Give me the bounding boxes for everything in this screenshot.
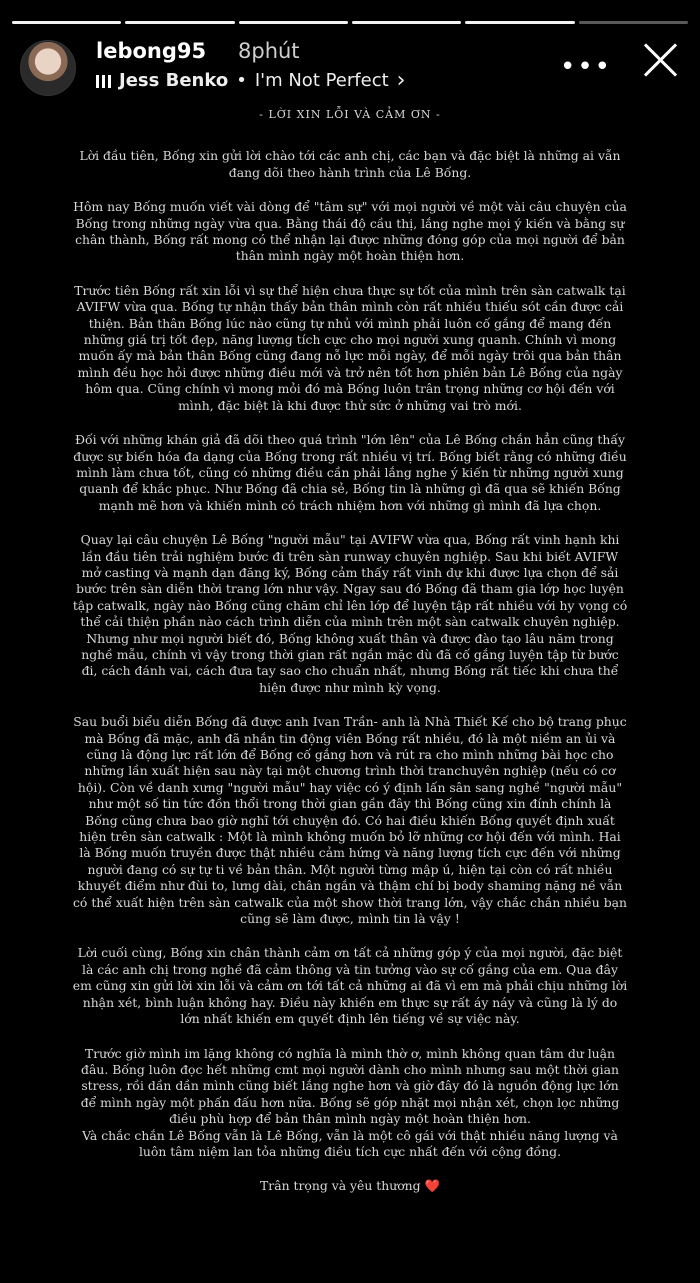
music-separator: • <box>236 70 247 91</box>
progress-segment <box>125 21 234 24</box>
letter-closing <box>72 1178 628 1194</box>
letter-paragraph: Đối với những khán giả đã dõi theo quá trình "lớn lên" của Lê Bống chắn hẳn cũng thấy được sự biến hóa đa dạng của Bống trong rất nhiều vị trí. Bống biết rằng có những điều mình làm chưa tốt, cũng có những điều cần phải lắng nghe ý kiến từ những người xung quanh để khắc phục. Như Bống đã chia sẻ, Bống tin là những gì đã qua sẽ khiến Bống mạnh mẽ hơn và khiến mình có trách nhiệm hơn với những gì mình đã lựa chọn. <box>73 432 627 513</box>
progress-segment <box>239 21 348 24</box>
music-artist: Jess Benko <box>119 70 229 91</box>
letter-title: - LỜI XIN LỖI VÀ CẢM ƠN - <box>259 108 441 121</box>
heart-icon: ❤️ <box>424 1178 440 1194</box>
progress-segment <box>465 21 574 24</box>
closing-text: Trân trọng và yêu thương <box>260 1178 421 1194</box>
letter-paragraph: Sau buổi biểu diễn Bống đã được anh Ivan Trần- anh là Nhà Thiết Kế cho bộ trang phục mà Bống đã mặc, anh đã nhắn tin động viên Bống rất nhiều, đó là một niềm an ủi và cũng là động lực rất lớn để Bống cố gắng hơn và rút ra cho mình những bài học cho những lần xuất hiện sau này tại một chương trình thời tranchuyên nghiệp (nếu có cơ hội). Còn về danh xưng "người mẫu" hay việc có ý định lấn sân sang nghề "người mẫu" như một số tin tức đồn thổi trong thời gian gần đây thì Bống cũng xin đính chính là Bống cũng chưa bao giờ nghĩ tới chuyện đó. Có hai điều khiến Bống quyết định xuất hiện trên sàn catwalk : Một là mình không muốn bỏ lỡ những cơ hội đến với mình. Hai là Bống muốn truyền được thật nhiều cảm hứng và năng lượng tích cực đến với những người đang có sự tự ti về bản thân. Một người từng mập ú, hiện tại còn có rất nhiều khuyết điểm như đùi to, lưng dài, chân ngắn và thậm chí bị body shaming nặng nề vẫn có thể xuất hiện trên sàn catwalk của một show thời trang lớn, vậy chắc chắn nhiều bạn cũng sẽ làm được, mình tin là vậy ! <box>72 714 627 927</box>
letter-paragraph: Lời đầu tiên, Bống xin gửi lời chào tới các anh chị, các bạn và đặc biệt là những ai vẫn đang dõi theo hành trình của Lê Bống. <box>79 148 621 180</box>
letter-paragraph: Quay lại câu chuyện Lê Bống "người mẫu" tại AVIFW vừa qua, Bống rất vinh hạnh khi lần đầu tiên trải nghiệm bước đi trên sàn runway chuyên nghiệp. Sau khi biết AVIFW mở casting và mạnh dạn đăng ký, Bống cảm thấy rất vinh dự khi được lựa chọn để sải bước trên sàn diễn thời trang lớn như vậy. Ngay sau đó Bống đã tham gia lớp học luyện tập catwalk, ngày nào Bống cũng chăm chỉ lên lớp để luyện tập rất nhiều với hy vọng có thể cải thiện phần nào cách trình diễn của mình trên một sàn catwalk chuyên nghiệp. Nhưng như mọi người biết đó, Bống không xuất thân và được đào tạo lâu năm trong nghề mẫu, chính vì vậy trong thời gian rất ngắn mặc dù đã cố gắng luyện tập từ bước đi, cách đánh vai, cách đưa tay sao cho chuẩn nhất, nhưng Bống rất tiếc khi chưa thể hiện được như mình kỳ vọng. <box>72 532 628 695</box>
story-letter-image <box>72 107 628 1213</box>
more-icon[interactable]: ••• <box>559 52 612 82</box>
progress-segment <box>12 21 121 24</box>
letter-paragraph: Hôm nay Bống muốn viết vài dòng để "tâm sự" với mọi người về một vài câu chuyện của Bống trong những ngày vừa qua. Bằng thái độ cầu thị, lắng nghe mọi ý kiến và bằng sự chân thành, Bống rất mong có thể nhận lại được những đóng góp của mọi người để bản thân mình ngày một hoàn thiện hơn. <box>73 199 627 264</box>
letter-paragraph: Lời cuối cùng, Bống xin chân thành cảm ơn tất cả những góp ý của mọi người, đặc biệt là các anh chị trong nghề đã cảm thông và tin tưởng vào sự cố gắng của em. Qua đây em cũng xin gửi lời xin lỗi và cảm ơn tới tất cả những ai đã vì em mà phải chịu những lời nhận xét, bình luận không hay. Điều này khiến em thực sự rất áy náy và cũng là lý do lớn nhất khiến em quyết định lên tiếng về sự việc này. <box>72 945 628 1027</box>
letter-paragraph: Trước tiên Bống rất xin lỗi vì sự thể hiện chưa thực sự tốt của mình trên sàn catwalk tại AVIFW vừa qua. Bống tự nhận thấy bản thân mình còn rất nhiều thiếu sót cần được cải thiện. Bản thân Bống lúc nào cũng tự nhủ với mình phải luôn cố gắng để mang đến những giá trị tốt đẹp, năng lượng tích cực cho mọi người xung quanh. Chính vì mong muốn ấy mà bản thân Bống cũng đang nỗ lực mỗi ngày, để mỗi ngày trôi qua bản thân mình đều học hỏi được những điều mới và trở nên tốt hơn phiên bản Lê Bống của ngày hôm qua. Cũng chính vì mong mỏi đó mà Bống luôn trân trọng những cơ hội đến với mình, đặc biệt là khi được thử sức ở những vai trò mới. <box>74 282 626 413</box>
audio-bars-icon <box>96 73 111 88</box>
letter-body <box>72 148 628 1160</box>
avatar[interactable] <box>20 40 76 96</box>
chevron-right-icon: › <box>396 68 406 93</box>
progress-segment <box>352 21 461 24</box>
story-header <box>20 38 680 96</box>
time-ago: 8phút <box>238 39 300 63</box>
letter-paragraph: Trước giờ mình im lặng không có nghĩa là mình thờ ơ, mình không quan tâm dư luận đâu. Bống luôn đọc hết những cmt mọi người dành cho mình nhưng sau một thời gian stress, rồi dần dần mình cũng biết lắng nghe hơn và giờ đây đó là nguồn động lực lớn để mình ngày một phấn đấu hơn nữa. Bống sẽ góp nhặt mọi nhận xét, chọn lọc những điều phù hợp để bản thân mình ngày một hoàn thiện hơn. Và chắc chắn Lê Bống vẫn là Lê Bống, vẫn là một cô gái với thật nhiều năng lượng và luôn tâm niệm lan tỏa những điều tích cực nhất đến với cộng đồng. <box>80 1045 620 1159</box>
progress-segment <box>579 21 688 24</box>
story-progress-bar <box>12 21 688 24</box>
music-song: I'm Not Perfect <box>254 70 389 91</box>
username[interactable]: lebong95 <box>96 39 207 63</box>
close-icon[interactable] <box>642 42 678 78</box>
music-attribution[interactable] <box>96 68 405 93</box>
